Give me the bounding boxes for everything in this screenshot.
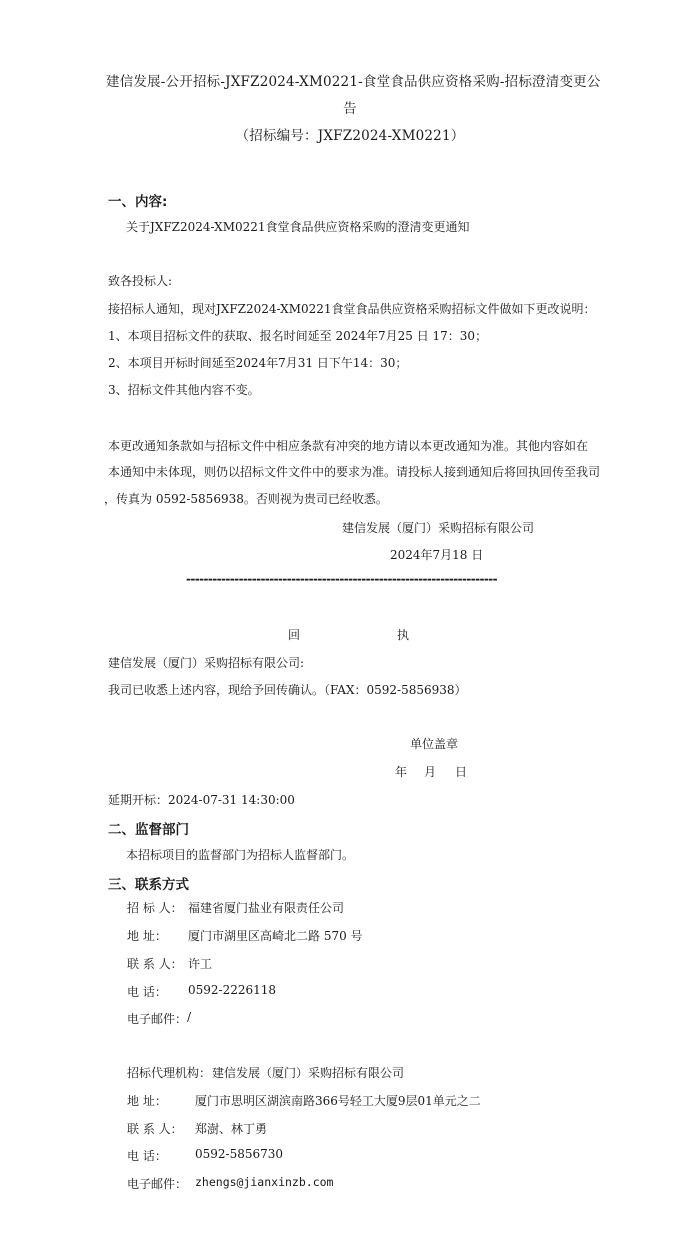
salutation: 致各投标人:: [108, 274, 173, 288]
receipt-date-year: 年: [395, 765, 408, 779]
note-line: 本更改通知条款如与招标文件中相应条款有冲突的地方请以本更改通知为准。其他内容如在: [108, 439, 589, 453]
receipt-date-month: 月: [424, 765, 437, 779]
tenderer-email-label: 电子邮件：: [127, 1012, 188, 1026]
tenderer-phone: 0592-2226118: [188, 983, 277, 997]
signatory: 建信发展（厦门）采购招标有限公司: [342, 521, 535, 535]
receipt-date-day: 日: [455, 765, 468, 779]
agency-address: 厦门市思明区湖滨南路366号轻工大厦9层01单元之二: [195, 1094, 481, 1108]
receipt-title-right: 执: [397, 628, 410, 642]
agency-email[interactable]: zhengs@jianxinzb.com: [195, 1175, 334, 1189]
agency-label: 招标代理机构：: [127, 1066, 212, 1080]
tenderer-phone-label: 电 话：: [127, 985, 167, 999]
notice-date: 2024年7月18 日: [390, 548, 484, 562]
agency-address-label: 地 址：: [127, 1094, 167, 1108]
agency-contact-label: 联 系 人：: [127, 1122, 183, 1136]
change-item: 1、本项目招标文件的获取、报名时间延至 2024年7月25 日 17：30；: [108, 329, 488, 343]
supervision-text: 本招标项目的监督部门为招标人监督部门。: [126, 848, 355, 862]
agency-contact: 郑澍、林丁勇: [195, 1122, 268, 1136]
section3-heading: 三、联系方式: [108, 877, 189, 893]
deferred-opening: 延期开标：2024-07-31 14:30:00: [108, 793, 295, 807]
tenderer-address-label: 地 址：: [127, 929, 167, 943]
document-title-line2: 告: [343, 101, 357, 117]
note-line: ，传真为 0592-5856938。否则视为贵司已经收悉。: [104, 492, 388, 506]
separator-line: -----------------------------------------------------------------------: [186, 572, 498, 586]
tenderer-address: 厦门市湖里区高崎北二路 570 号: [188, 929, 363, 943]
receipt-title-left: 回: [288, 628, 301, 642]
change-item: 3、招标文件其他内容不变。: [108, 383, 260, 397]
tenderer-contact: 许工: [188, 957, 213, 971]
notice-subject: 关于JXFZ2024-XM0221食堂食品供应资格采购的澄清变更通知: [126, 220, 470, 234]
tenderer-name: 福建省厦门盐业有限责任公司: [188, 901, 345, 915]
agency-name: 建信发展（厦门）采购招标有限公司: [212, 1066, 405, 1080]
agency-email-label: 电子邮件：: [127, 1177, 188, 1191]
change-item: 2、本项目开标时间延至2024年7月31 日下午14：30；: [108, 356, 408, 370]
receipt-body: 我司已收悉上述内容，现给予回传确认。（FAX：0592-5856938）: [108, 683, 467, 697]
document-title-line1: 建信发展-公开招标-JXFZ2024-XM0221-食堂食品供应资格采购-招标澄清变更公: [106, 74, 601, 90]
company-stamp-label: 单位盖章: [410, 737, 459, 751]
tenderer-contact-label: 联 系 人：: [127, 957, 183, 971]
receipt-addressee: 建信发展（厦门）采购招标有限公司:: [108, 656, 305, 670]
agency-phone-label: 电 话：: [127, 1149, 167, 1163]
note-line: 本通知中未体现，则仍以招标文件文件中的要求为准。请投标人接到通知后将回执回传至我司: [108, 465, 601, 479]
section1-heading: 一、内容:: [108, 194, 168, 210]
notice-intro: 接招标人通知，现对JXFZ2024-XM0221食堂食品供应资格采购招标文件做如下更改说明：: [108, 302, 596, 316]
section2-heading: 二、监督部门: [108, 822, 189, 838]
project-number: （招标编号：JXFZ2024-XM0221）: [235, 128, 465, 144]
tenderer-email: /: [187, 1010, 192, 1024]
tenderer-label: 招 标 人：: [127, 901, 183, 915]
agency-phone: 0592-5856730: [195, 1147, 284, 1161]
